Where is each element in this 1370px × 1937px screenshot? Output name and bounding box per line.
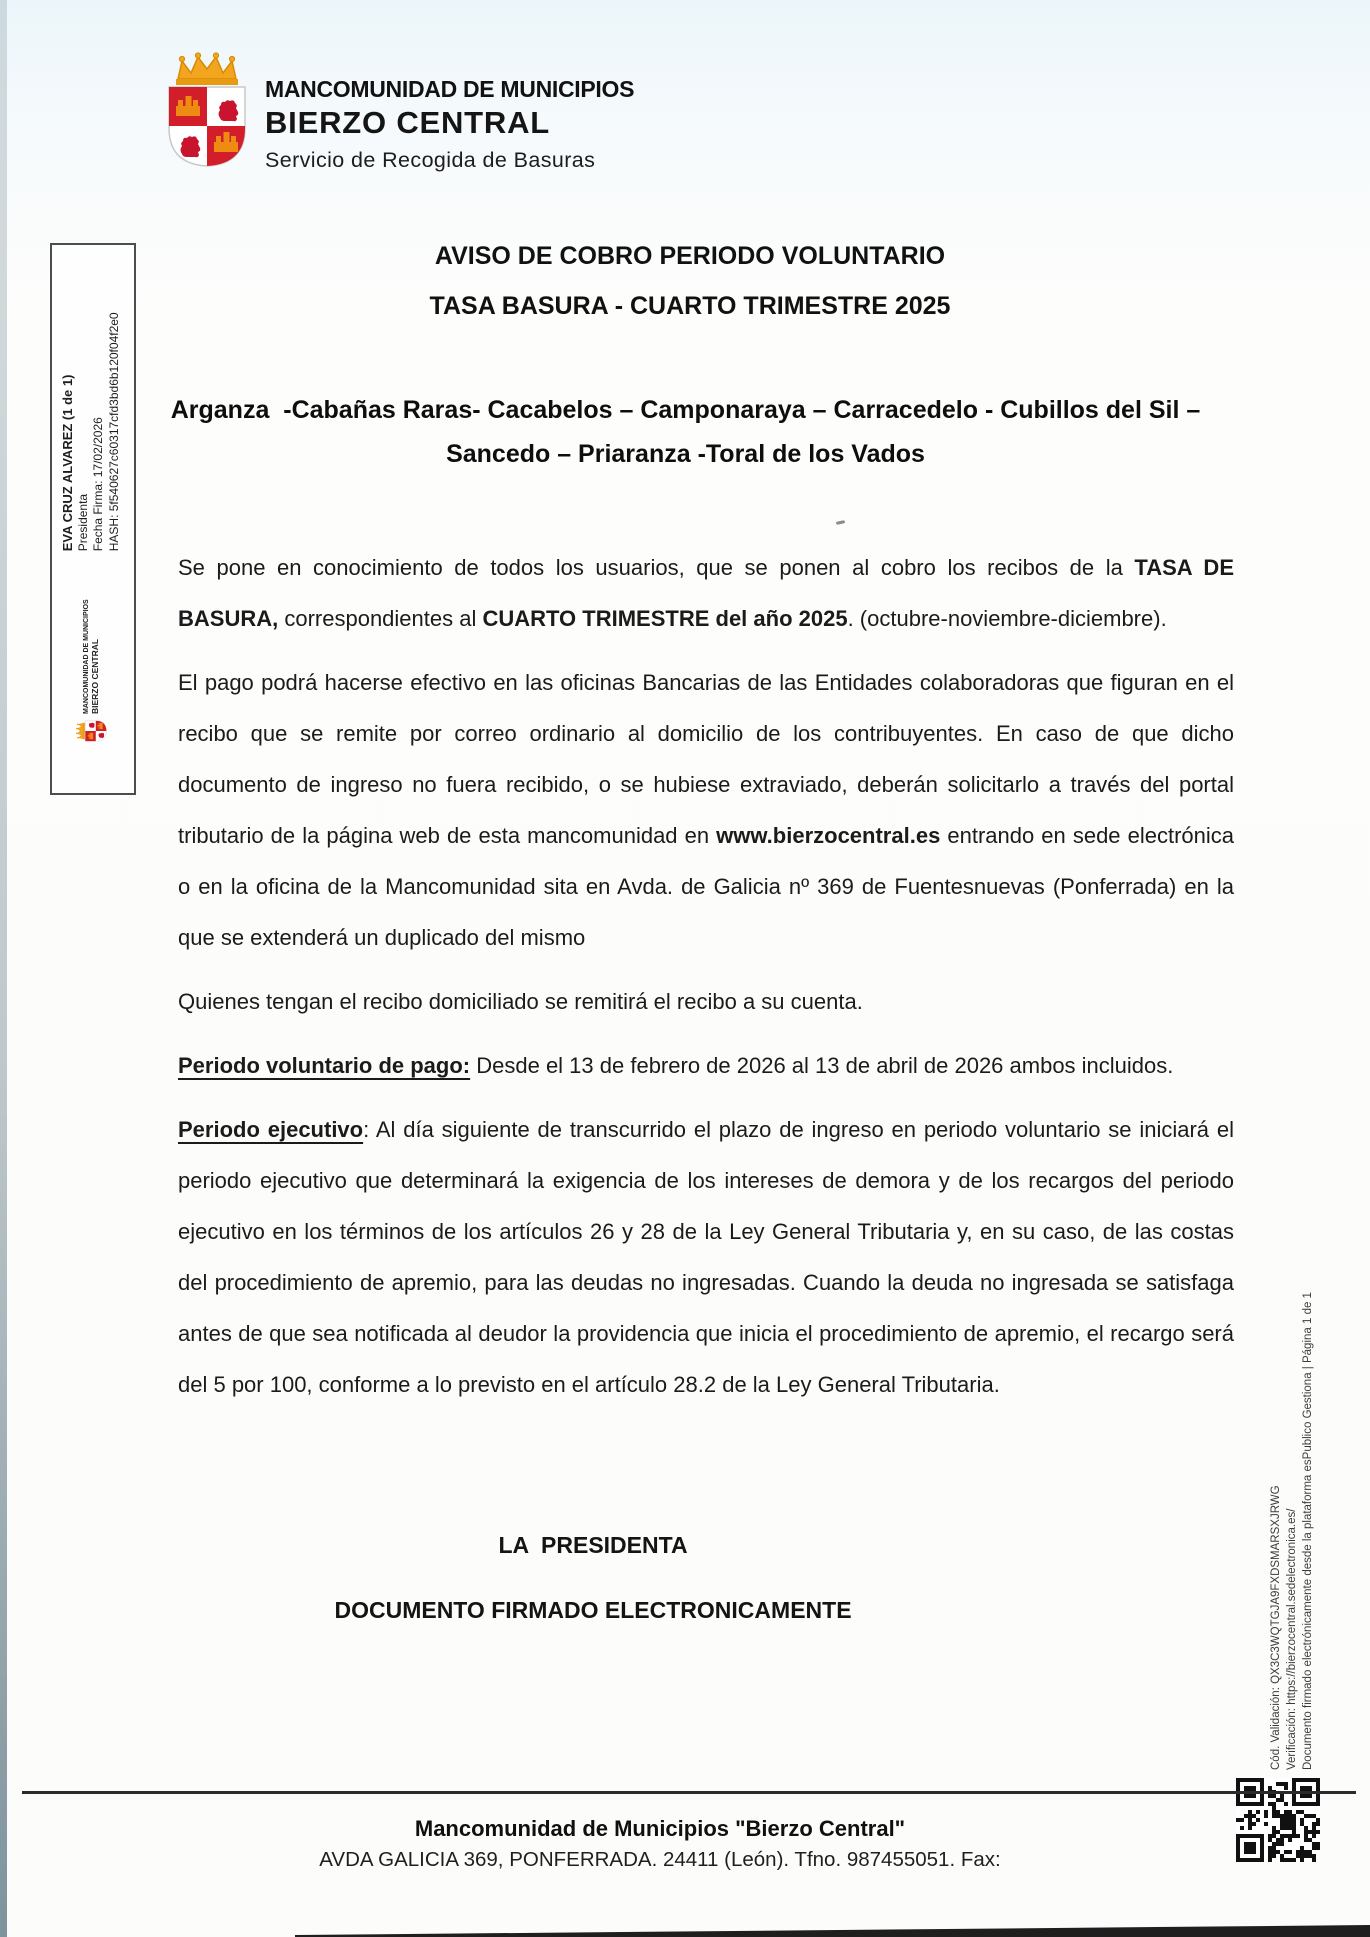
org-name-line2: BIERZO CENTRAL [265,105,551,140]
paragraph-direct-debit [178,976,1234,1027]
text-segment: correspondientes al [278,606,483,631]
executive-period-heading: Periodo ejecutivo [178,1117,364,1142]
scan-artifact-dot [836,520,845,525]
text-segment: . (octubre-noviembre-diciembre). [847,606,1167,631]
stamp-signer-name: EVA CRUZ ALVAREZ (1 de 1) [60,374,75,552]
signer-title: LA PRESIDENTA [498,1532,688,1558]
electronic-signature-note: DOCUMENTO FIRMADO ELECTRONICAMENTE [334,1597,852,1623]
letterhead [163,52,634,173]
paragraph-notice [178,542,1234,644]
stamp-rotated-content [52,245,130,789]
paragraph-executive-period [178,1104,1234,1410]
paragraph-payment-info [178,657,1234,963]
footer-org-name: Mancomunidad de Municipios "Bierzo Central" [414,1816,906,1841]
text-segment: Se pone en conocimiento de todos los usuarios, que se ponen al cobro los recibos de la [178,555,1135,580]
municipalities-list: Arganza -Cabañas Raras- Cacabelos – Camponaraya – Carracedelo - Cubillos del Sil – Sancedo – Priaranza -Toral de los Vados [170,396,1208,468]
website-text: www.bierzocentral.es [716,823,941,848]
text-segment-bold: CUARTO TRIMESTRE del año 2025 [482,606,848,631]
coat-of-arms-small-icon [76,719,107,743]
org-name-line1: MANCOMUNIDAD DE MUNICIPIOS [265,76,635,102]
text-segment-bold: TASA DE BASURA, [178,555,1234,631]
validation-platform-note: Documento firmado electrónicamente desde la plataforma esPublico Gestiona | Página 1 de 1 [1302,1292,1314,1770]
text-segment: entrando en sede electrónica o en la oficina de la Mancomunidad sita en Avda. de Galicia nº 369 de Fuentesnuevas (Ponferrada) en la que se extenderá un duplicado del mismo [178,823,1234,950]
validation-code: Cód. Validación: QX3C3WQTGJA9FXDSMARSXJRWG [1270,1485,1282,1770]
text-segment: Desde el 13 de febrero de 2026 al 13 de abril de 2026 ambos incluidos. [470,1053,1174,1078]
scan-shadow-bottom [295,1924,1370,1937]
letterhead-text [265,52,634,173]
footer-divider [22,1791,1356,1794]
electronic-signature-stamp [50,243,136,795]
voluntary-period-heading: Periodo voluntario de pago: [178,1053,471,1078]
signature-block [178,1532,1008,1624]
stamp-logo-caption [82,599,100,714]
document-title [100,242,1280,321]
stamp-sign-date: Fecha Firma: 17/02/2026 [91,417,105,552]
validation-sidebar [1268,1098,1332,1770]
paragraph-voluntary-period [178,1040,1234,1091]
org-subtitle: Servicio de Recogida de Basuras [265,148,596,172]
validation-rotated-content [1268,1098,1332,1770]
stamp-signer-details [60,312,122,551]
document-body [178,542,1234,1423]
stamp-logo [76,599,107,743]
stamp-caption-line2: BIERZO CENTRAL [90,638,100,714]
stamp-hash: HASH: 5f540627c60317cfd3bd6b120f04f2e0 [106,312,121,552]
text-segment: Quienes tengan el recibo domiciliado se remitirá el recibo a su cuenta. [178,989,863,1014]
text-segment: : Al día siguiente de transcurrido el plazo de ingreso en periodo voluntario se iniciará el periodo ejecutivo que determinará la exigencia de los intereses de demora y de los recargos del periodo ejecutivo en los términos de los artículos 26 y 28 de la Ley General Tributaria y, en su caso, de las costas del procedimiento de apremio, para las deudas no ingresadas. Cuando la deuda no ingresada se satisfaga antes de que sea notificada al deudor la providencia que inicia el procedimiento de apremio, el recargo será del 5 por 100, conforme a lo previsto en el artículo 28.2 de la Ley General Tributaria. [178,1117,1234,1397]
validation-url: Verificación: https://bierzocentral.sedelectronica.es/ [1286,1508,1298,1770]
footer-text [80,1816,1240,1872]
coat-of-arms-icon [163,52,251,168]
footer-address: AVDA GALICIA 369, PONFERRADA. 24411 (León). Tfno. 987455051. Fax: [319,1848,1001,1871]
title-line-2: TASA BASURA - CUARTO TRIMESTRE 2025 [429,292,951,320]
scan-edge-artifact [0,0,7,1937]
stamp-signer-role: Presidenta [75,493,90,552]
stamp-caption-line1: MANCOMUNIDAD DE MUNICIPIOS [83,599,90,714]
title-line-1: AVISO DE COBRO PERIODO VOLUNTARIO [434,242,946,270]
text-segment: El pago podrá hacerse efectivo en las oficinas Bancarias de las Entidades colaboradoras que figuran en el recibo que se remite por correo ordinario al domicilio de los contribuyentes. En caso de que dicho documento de ingreso no fuera recibido, o se hubiese extraviado, deberán solicitarlo a través del portal tributario de la página web de esta mancomunidad en [178,670,1234,848]
